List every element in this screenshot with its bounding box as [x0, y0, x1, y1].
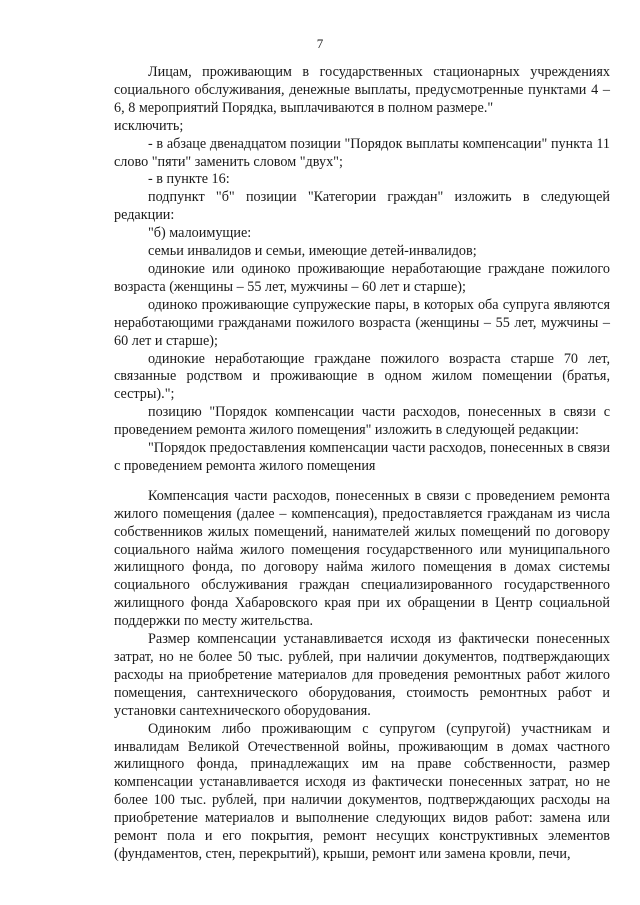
paragraph: подпункт "б" позиции "Категории граждан" изложить в следующей редакции:	[114, 189, 610, 224]
paragraph: - в пункте 16:	[148, 171, 230, 188]
paragraph-heading: "Порядок предоставления компенсации части расходов, понесенных в связи с проведением ремонта жилого помещения	[114, 440, 610, 474]
paragraph: одинокие или одиноко проживающие неработающие граждане пожилого возраста (женщины – 55 лет, мужчины – 60 лет и старше);	[114, 260, 610, 295]
paragraph: исключить;	[114, 117, 184, 134]
paragraph: - в абзаце двенадцатом позиции "Порядок выплаты компенсации" пункта 11 слово "пяти" заменить словом "двух";	[114, 135, 610, 170]
paragraph: одинокие неработающие граждане пожилого возраста старше 70 лет, связанные родством и проживающие в одном жилом помещении (братья, сестры).";	[114, 350, 610, 403]
paragraph: Размер компенсации устанавливается исходя из фактически понесенных затрат, но не более 50 тыс. рублей, при наличии документов, подтверждающих расходы на приобретение материалов для проведения ремонтных работ жилого помещения, сантехнического оборудования, стоимость ремонтных работ и установки сантехнического оборудования.	[114, 631, 610, 719]
page-number: 7	[316, 36, 324, 51]
paragraph: "б) малоимущие:	[148, 225, 252, 242]
paragraph: Лицам, проживающим в государственных стационарных учреждениях социального обслуживания, денежные выплаты, предусмотренные пунктами 4 – 6, 8 мероприятий Порядка, выплачиваются в полном размере."	[114, 64, 610, 116]
paragraph: одиноко проживающие супружеские пары, в которых оба супруга являются неработающими гражданами пожилого возраста (женщины – 55 лет, мужчины – 60 лет и старше);	[114, 296, 610, 349]
paragraph: позицию "Порядок компенсации части расходов, понесенных в связи с проведением ремонта жилого помещения" изложить в следующей редакции:	[114, 404, 610, 439]
paragraph: Компенсация части расходов, понесенных в связи с проведением ремонта жилого помещения (далее – компенсация), предоставляется гражданам из числа собственников жилых помещений, нанимателей жилых помещений по договору социального найма жилого помещения государственного или муниципального жилищного фонда, по договору найма жилого помещения в домах системы социального обслуживания граждан специализированного государственного жилищного фонда Хабаровского края при их обращении в Центр социальной поддержки по месту жительства.	[114, 487, 610, 630]
document-body	[114, 64, 610, 864]
paragraph: Одиноким либо проживающим с супругом (супругой) участникам и инвалидам Великой Отечественной войны, проживающим в домах частного жилищного фонда, принадлежащих им на праве собственности, размер компенсации устанавливается исходя из фактически понесенных затрат, но не более 100 тыс. рублей, при наличии документов, подтверждающих расходы на приобретение материалов и выполнение следующих видов работ: замена или ремонт пола и его покрытия, ремонт несущих конструктивных элементов (фундаментов, стен, перекрытий), крыши, ремонт или замена кровли, печи,	[114, 720, 610, 862]
paragraph: семьи инвалидов и семьи, имеющие детей-инвалидов;	[148, 243, 477, 260]
